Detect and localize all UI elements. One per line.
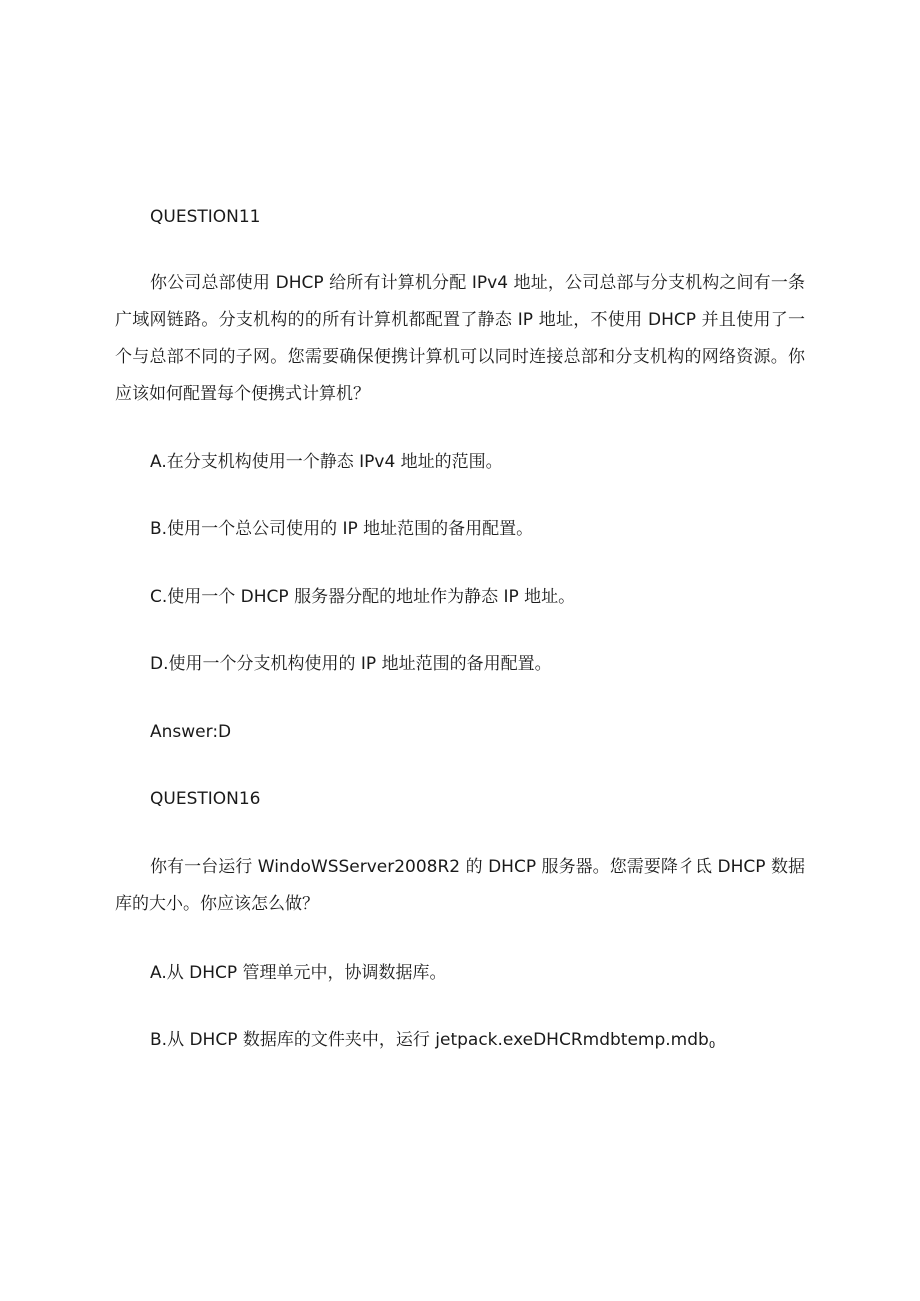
question-16-heading: QUESTION16 — [150, 789, 261, 809]
question-11-stem: 你公司总部使用 DHCP 给所有计算机分配 IPv4 地址，公司总部与分支机构之间有一条广域网链路。分支机构的的所有计算机都配置了静态 IP 地址，不使用 DHCP 并且使用了一个与总部不同的子网。您需要确保便携计算机可以同时连接总部和分支机构的网络资源。你应该如何配置每个便携式计算机？ — [115, 273, 805, 404]
question-11-answer: Answer:D — [150, 722, 232, 742]
question-16-option-b-suffix: 0 — [708, 1040, 716, 1051]
question-11-option-d: D.使用一个分支机构使用的 IP 地址范围的备用配置。 — [150, 654, 552, 674]
question-11-option-b: B.使用一个总公司使用的 IP 地址范围的备用配置。 — [150, 519, 534, 539]
question-16-option-b-text: B.从 DHCP 数据库的文件夹中，运行 jetpack.exeDHCRmdbtemp.mdb — [150, 1030, 709, 1050]
question-16-option-a: A.从 DHCP 管理单元中，协调数据库。 — [150, 963, 447, 983]
question-11-heading: QUESTION11 — [150, 207, 261, 227]
question-11-option-c: C.使用一个 DHCP 服务器分配的地址作为静态 IP 地址。 — [150, 587, 576, 607]
question-11-option-a: A.在分支机构使用一个静态 IPv4 地址的范围。 — [150, 452, 503, 472]
question-16-stem: 你有一台运行 WindoWSServer2008R2 的 DHCP 服务器。您需要降彳氐 DHCP 数据库的大小。你应该怎么做？ — [115, 857, 805, 914]
question-16-option-b — [150, 1028, 715, 1058]
